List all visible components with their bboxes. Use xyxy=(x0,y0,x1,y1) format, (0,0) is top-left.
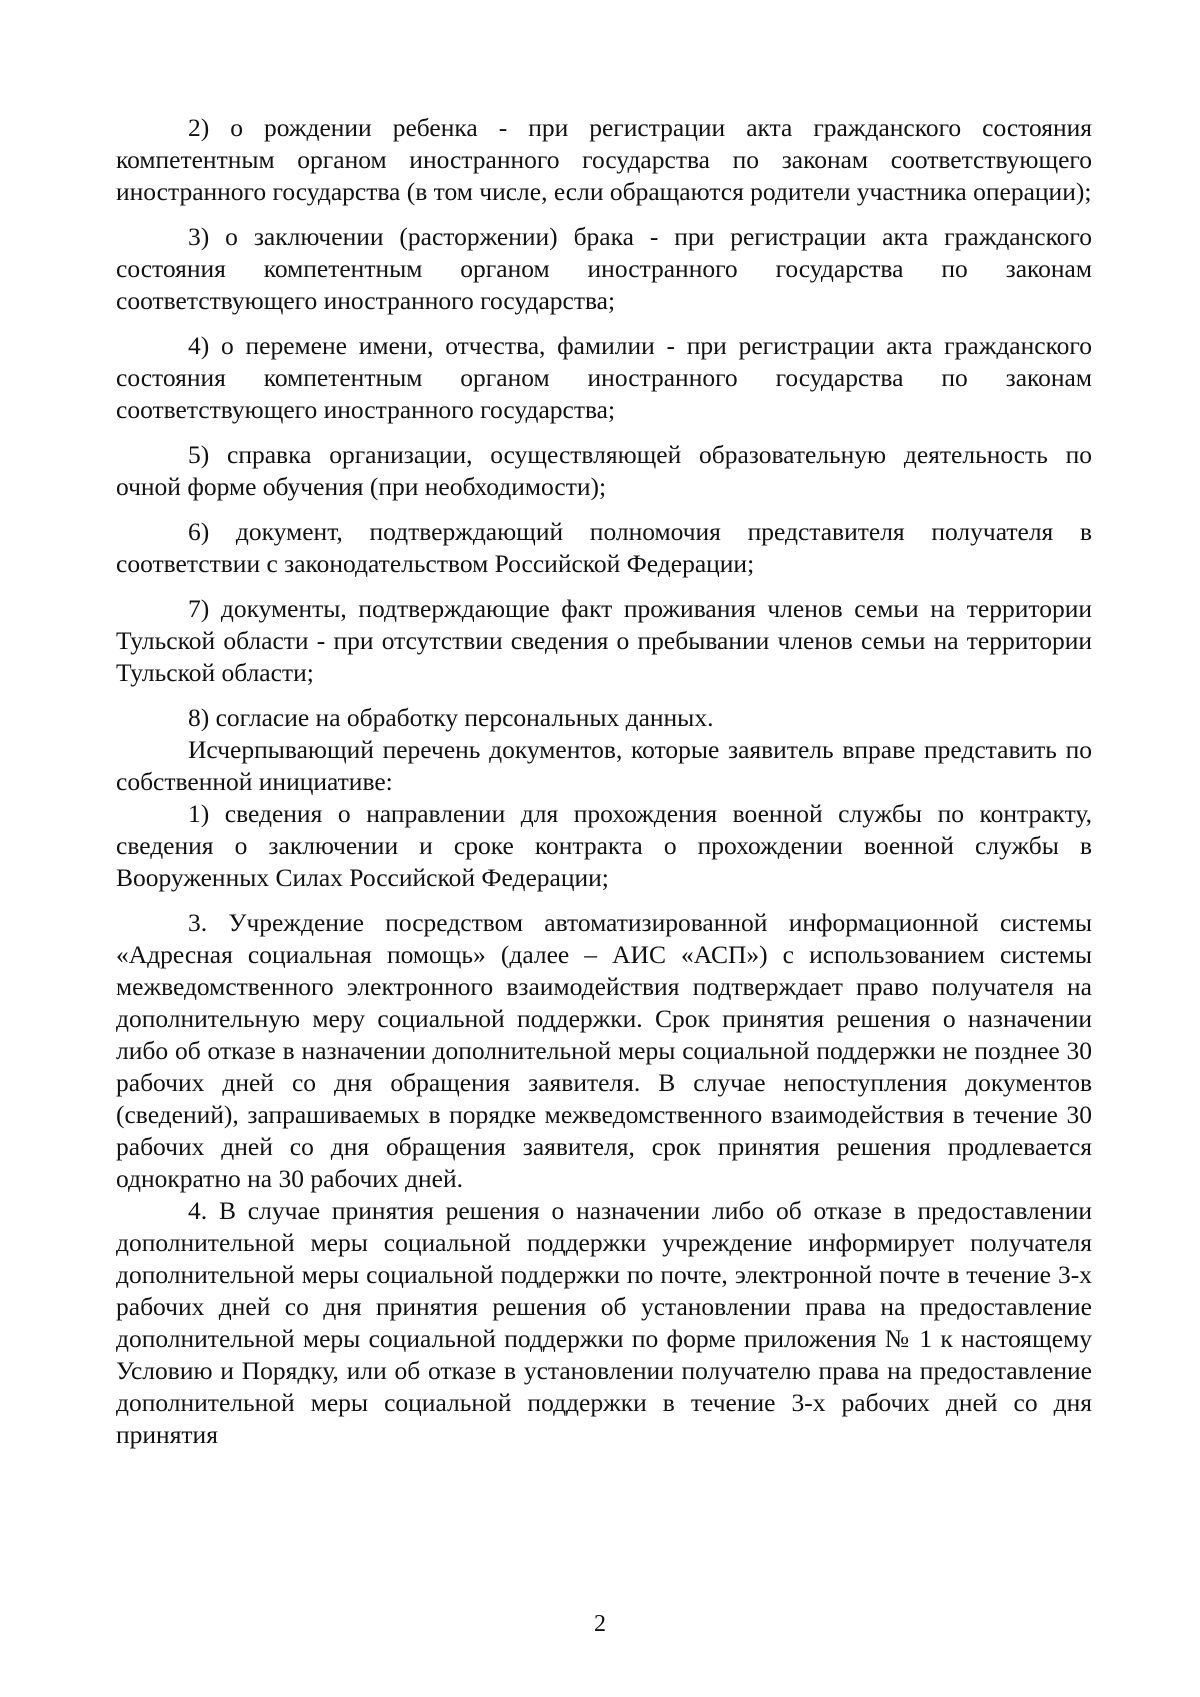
paragraph-item-5-education-certificate: 5) справка организации, осуществляющей образовательную деятельность по очной форме обучения (при необходимости); xyxy=(116,440,1092,501)
paragraph-section-4: 4. В случае принятия решения о назначении либо об отказе в предоставлении дополнительной меры социальной поддержки учреждение информирует получателя дополнительной меры социальной поддержки по почте, электронной почте в течение 3-х рабочих дней со дня принятия решения об установлении права на предоставление дополнительной меры социальной поддержки по форме приложения № 1 к настоящему Условию и Порядку, или об отказе в установлении получателю права на предоставление дополнительной меры социальной поддержки в течение 3-х рабочих дней со дня принятия xyxy=(116,1196,1092,1449)
paragraph-optional-item-1-military-service: 1) сведения о направлении для прохождения военной службы по контракту, сведения о заключении и сроке контракта о прохождении военной службы в Вооруженных Силах Российской Федерации; xyxy=(116,799,1092,892)
paragraph-optional-documents-intro: Исчерпывающий перечень документов, которые заявитель вправе представить по собственной инициативе: xyxy=(116,735,1092,796)
paragraph-item-6-representative-document: 6) документ, подтверждающий полномочия представителя получателя в соответствии с законодательством Российской Федерации; xyxy=(116,517,1092,578)
document-body xyxy=(116,112,1092,1451)
paragraph-item-8-consent: 8) согласие на обработку персональных данных. xyxy=(188,703,714,732)
paragraph-item-7-residence-documents: 7) документы, подтверждающие факт проживания членов семьи на территории Тульской области - при отсутствии сведения о пребывании членов семьи на территории Тульской области; xyxy=(116,594,1092,687)
page-number: 2 xyxy=(594,1611,606,1637)
paragraph-item-2-birth: 2) о рождении ребенка - при регистрации акта гражданского состояния компетентным органом иностранного государства по законам соответствующего иностранного государства (в том числе, если обращаются родители участника операции); xyxy=(116,113,1092,206)
paragraph-item-4-name-change: 4) о перемене имени, отчества, фамилии - при регистрации акта гражданского состояния компетентным органом иностранного государства по законам соответствующего иностранного государства; xyxy=(116,331,1092,424)
paragraph-item-3-marriage: 3) о заключении (расторжении) брака - при регистрации акта гражданского состояния компетентным органом иностранного государства по законам соответствующего иностранного государства; xyxy=(116,222,1092,315)
paragraph-section-3: 3. Учреждение посредством автоматизированной информационной системы «Адресная социальная помощь» (далее – АИС «АСП») с использованием системы межведомственного электронного взаимодействия подтверждает право получателя на дополнительную меру социальной поддержки. Срок принятия решения о назначении либо об отказе в назначении дополнительной меры социальной поддержки не позднее 30 рабочих дней со дня обращения заявителя. В случае непоступления документов (сведений), запрашиваемых в порядке межведомственного взаимодействия в течение 30 рабочих дней со дня обращения заявителя, срок принятия решения продлевается однократно на 30 рабочих дней. xyxy=(116,908,1092,1193)
